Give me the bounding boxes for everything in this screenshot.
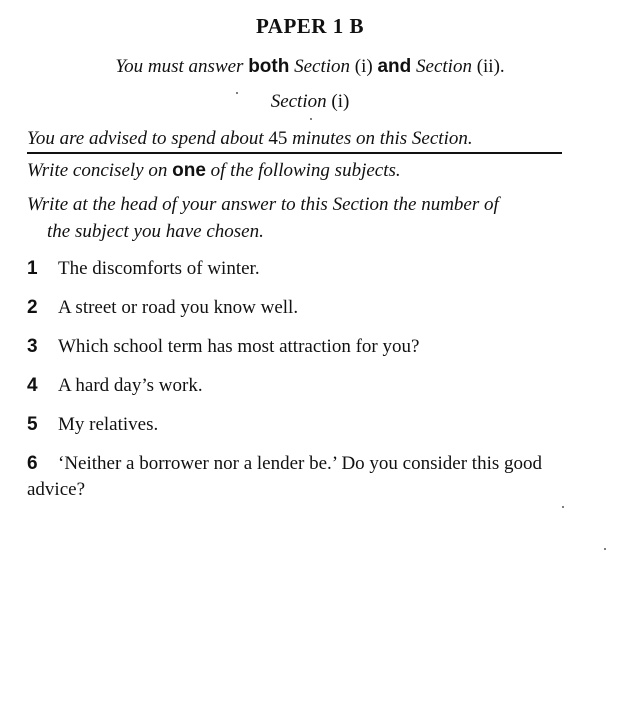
subject-number: 6 (27, 453, 38, 474)
instruction-text-5: (ii). (476, 56, 505, 77)
concise-text-1: Write concisely on (27, 160, 168, 181)
advice-text-1: You are advised to spend about (27, 128, 264, 149)
section-heading (0, 91, 620, 113)
subject-text: My relatives. (58, 414, 159, 435)
head-note-line-2: the subject you have chosen. (47, 221, 264, 242)
advice-minutes: 45 (268, 128, 288, 149)
subject-number-note (27, 191, 592, 245)
instruction-bold-and: and (377, 56, 412, 77)
subject-list (27, 256, 597, 516)
instruction-text-1: You must answer (115, 56, 244, 77)
list-item (27, 412, 597, 438)
scan-speck (310, 118, 312, 120)
advice-text-2: minutes on this Section. (292, 128, 473, 149)
scan-speck (604, 548, 606, 550)
section-heading-number: (i) (331, 91, 350, 112)
scan-speck (562, 506, 564, 508)
concise-bold-one: one (172, 160, 206, 181)
list-item (27, 295, 597, 321)
subject-number: 3 (27, 336, 38, 357)
subject-text: A hard day’s work. (58, 375, 203, 396)
instruction-text-4: Section (416, 56, 472, 77)
subject-text: A street or road you know well. (58, 297, 299, 318)
subject-text: Which school term has most attraction for you? (58, 336, 420, 357)
list-item (27, 334, 597, 360)
list-item (27, 256, 597, 282)
scan-speck (236, 92, 238, 94)
subject-number: 2 (27, 297, 38, 318)
answer-instruction (0, 56, 620, 78)
instruction-bold-both: both (248, 56, 290, 77)
time-advice (27, 128, 562, 154)
subject-number: 5 (27, 414, 38, 435)
list-item (27, 373, 597, 399)
head-note-line-1: Write at the head of your answer to this Section the number of (27, 194, 499, 215)
list-item (27, 451, 597, 503)
instruction-text-2: Section (294, 56, 351, 77)
concise-instruction (27, 160, 401, 182)
subject-text: ‘Neither a borrower nor a lender be.’ Do you consider this good advice? (27, 453, 542, 500)
section-heading-word: Section (270, 91, 327, 112)
subject-number: 1 (27, 258, 38, 279)
concise-text-2: of the following subjects. (210, 160, 401, 181)
instruction-text-3: (i) (354, 56, 373, 77)
subject-text: The discomforts of winter. (58, 258, 260, 279)
paper-title: PAPER 1 B (256, 14, 364, 38)
subject-number: 4 (27, 375, 38, 396)
